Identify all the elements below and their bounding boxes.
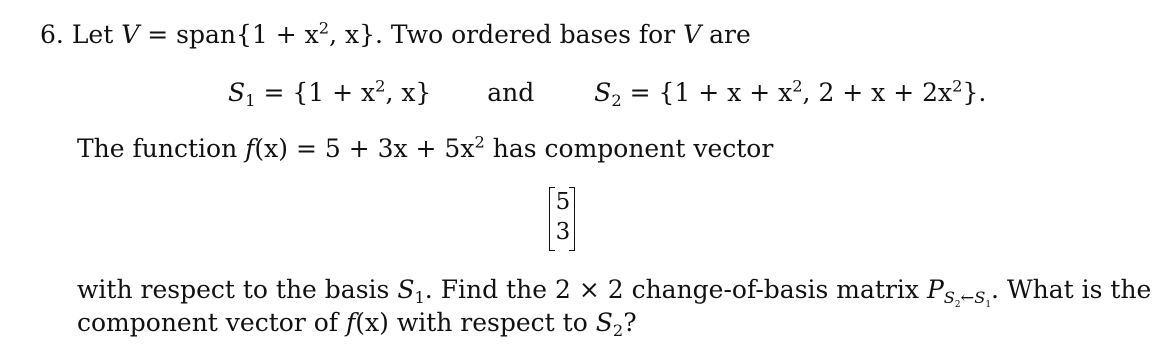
math-fx-square: 2 [474,132,485,152]
are-word: are [709,20,751,49]
component-vector-text: has component vector [492,134,774,163]
function-text: The function [77,134,238,163]
math-span-open: span{1 + x [176,20,319,49]
vector-entry-1: 5 [555,189,571,215]
math-s1-ref: S [397,275,415,304]
math-f-2: f [345,308,356,337]
math-fx-def: (x) = 5 + 3x + 5x [254,134,475,163]
math-s2-def-b: , 2 + x + 2x [802,78,953,107]
problem-line-5 [77,275,1152,310]
math-s2-sub: 2 [611,90,622,110]
math-fx-2: (x) [355,308,389,337]
math-s1-def-a: = {1 + x [263,78,376,107]
bases-text: Two ordered bases for [390,20,676,49]
problem-line-3 [77,134,773,163]
right-bracket [569,187,575,251]
math-span-close: , x}. [329,20,383,49]
math-equals: = [147,20,169,49]
math-s2-ref: S [595,308,613,337]
math-s2-def-c: }. [962,78,987,107]
problem-line-6 [77,308,637,340]
math-s2-ref-sub: 2 [612,320,624,340]
math-s1-def-b: , x} [385,78,432,107]
math-s2-square-2: 2 [952,76,963,96]
respect-to-text: with respect to [396,308,588,337]
and-word: and [487,78,535,107]
problem-number: 6. [40,20,64,49]
math-p-sub-arrow: ←S [960,287,986,307]
problem-line-1 [40,20,751,49]
math-p: P [926,275,944,304]
math-s1-square: 2 [375,76,386,96]
math-v: V [121,20,140,49]
math-square: 2 [318,18,330,38]
component-of-text: component vector of [77,308,339,337]
component-vector-matrix [552,187,570,251]
math-p-subscript [943,287,992,310]
math-p-sub-1: 1 [985,299,992,310]
math-s2: S [594,78,612,107]
math-s1-ref-sub: 1 [414,287,425,307]
math-s1: S [228,78,246,107]
math-p-sub-2: 2 [954,299,961,310]
let-word: Let [71,20,114,49]
math-v-2: V [683,20,702,49]
math-f: f [245,134,255,163]
problem-line-2-bases [228,76,987,110]
find-matrix-text: . Find the 2 × 2 change-of-basis matrix [424,275,919,304]
math-s1-sub: 1 [245,90,256,110]
vector-entry-2: 3 [555,219,571,245]
math-s2-def-a: = {1 + x + x [629,78,793,107]
what-is-text: . What is the [991,275,1152,304]
math-p-sub-s: S [943,287,955,307]
math-s2-square-1: 2 [792,76,803,96]
respect-text: with respect to the basis [77,275,390,304]
question-mark: ? [623,308,637,337]
